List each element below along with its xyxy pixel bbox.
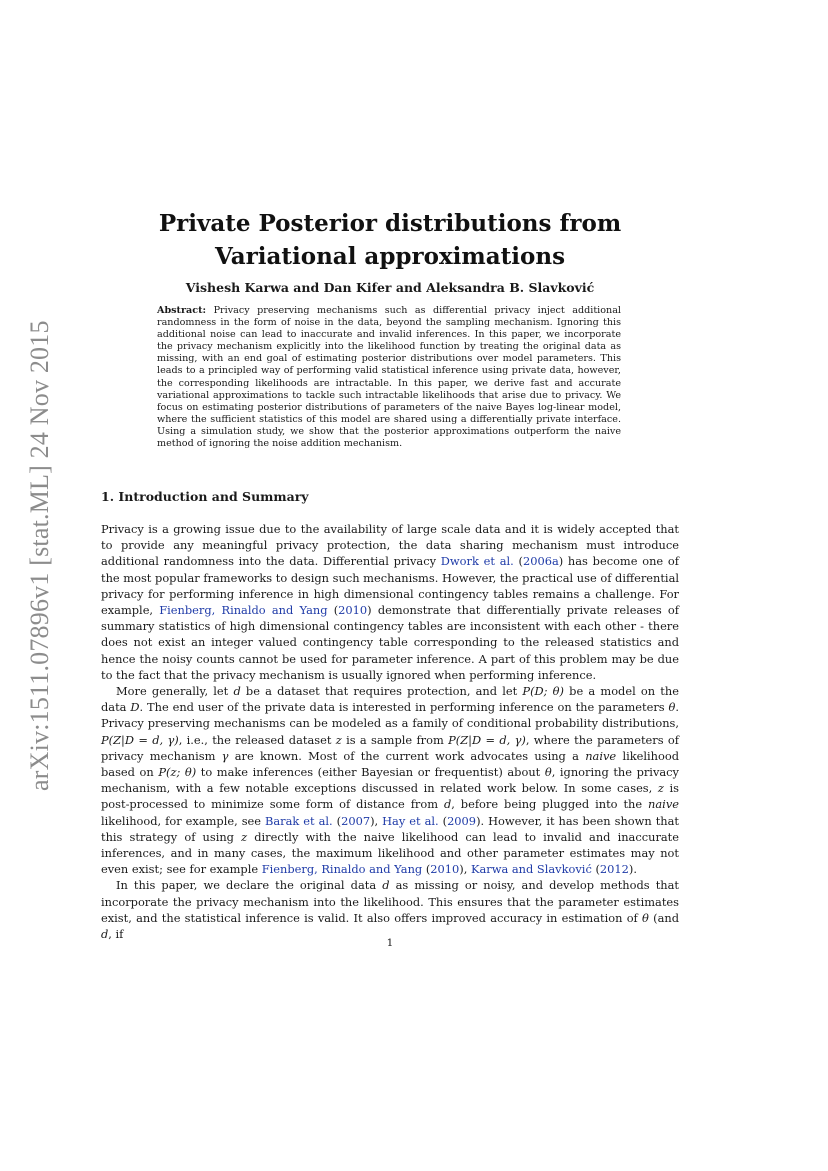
arxiv-side-label: arXiv:1511.07896v1 [stat.ML] 24 Nov 2015 xyxy=(25,320,54,792)
citation-link[interactable]: Karwa and Slavković xyxy=(470,862,592,877)
paragraph-3: In this paper, we declare the original data d as missing or noisy, and develop methods that incorporate the privacy mechanism into the likelihood. This ensures that the parameter estimates exist, and the statistical inference is valid. It also offers improved accuracy in estimation of θ (and d, if xyxy=(101,878,680,942)
citation-year-link[interactable]: 2010 xyxy=(430,862,460,877)
citation-link[interactable]: Hay et al. xyxy=(382,813,439,828)
body-text xyxy=(101,521,679,942)
page-number: 1 xyxy=(386,937,394,949)
paragraph-2: More generally, let d be a dataset that requires protection, and let P(D; θ) be a model on the data D. The end user of the private data is interested in performing inference on the parameters θ. Privacy preserving mechanisms can be modeled as a family of conditional probability distributions, P(Z|D = d, γ), i.e., the released dataset z is a sample from P(Z|D = d, γ), where the parameters of privacy mechanism γ are known. Most of the current work advocates using a naive likelihood based on P(z; θ) to make inferences (either Bayesian or frequentist) about θ, ignoring the privacy mechanism, with a few notable exceptions discussed in related work below. In some cases, z is post-processed to minimize some form of distance from d, before being plugged into the naive likelihood, for example, see Barak et al. (2007), Hay et al. (2009). However, it has been shown that this strategy of using z directly with the naive likelihood can lead to invalid and inaccurate inferences, and in many cases, the maximum likelihood and other parameter estimates may not even exist; see for example Fienberg, Rinaldo and Yang (2010), Karwa and Slavković (2012). xyxy=(101,684,679,877)
paragraph-1: Privacy is a growing issue due to the availability of large scale data and it is widely accepted that to provide any meaningful privacy protection, the data sharing mechanism must introduce additional randomness into the data. Differential privacy Dwork et al. (2006a) has become one of the most popular frameworks to design such mechanisms. However, the practical use of differential privacy for performing inference in high dimensional contingency tables remains a challenge. For example, Fienberg, Rinaldo and Yang (2010) demonstrate that differentially private releases of summary statistics of high dimensional contingency tables are inconsistent with each other - there does not exist an integer valued contingency table corresponding to the released statistics and hence the noisy counts cannot be used for parameter inference. A part of this problem may be due to the fact that the privacy mechanism is usually ignored when performing inference. xyxy=(101,522,679,682)
citation-year-link[interactable]: 2012 xyxy=(599,862,629,877)
paper-authors: Vishesh Karwa and Dan Kifer and Aleksandra B. Slavković xyxy=(185,280,595,295)
citation-link[interactable]: Fienberg, Rinaldo and Yang xyxy=(159,603,328,618)
abstract-text: Privacy preserving mechanisms such as differential privacy inject additional randomness in the form of noise in the data, beyond the sampling mechanism. Ignoring this additional noise can lead to inaccurate and invalid inferences. In this paper, we incorporate the privacy mechanism explicitly into the likelihood function by treating the original data as missing, with an end goal of estimating posterior distributions over model parameters. This leads to a principled way of performing valid statistical inference using private data, however, the corresponding likelihoods are intractable. In this paper, we derive fast and accurate variational approximations to tackle such intractable likelihoods that arise due to privacy. We focus on estimating posterior distributions of parameters of the naive Bayes log-linear model, where the sufficient statistics of this model are shared using a differentially private interface. Using a simulation study, we show that the posterior approximations outperform the naive method of ignoring the noise addition mechanism. xyxy=(157,305,621,450)
abstract xyxy=(157,305,621,450)
section-heading: 1. Introduction and Summary xyxy=(101,489,309,504)
citation-year-link[interactable]: 2009 xyxy=(447,813,477,828)
citation-link[interactable]: Barak et al. xyxy=(265,813,333,828)
citation-link[interactable]: Dwork et al. xyxy=(440,554,514,569)
citation-year-link[interactable]: 2007 xyxy=(341,813,371,828)
citation-link[interactable]: Fienberg, Rinaldo and Yang xyxy=(261,862,423,877)
paper-title: Private Posterior distributions from Variational approximations xyxy=(158,210,622,270)
abstract-label: Abstract: xyxy=(157,305,207,316)
citation-year-link[interactable]: 2006a xyxy=(522,554,559,569)
citation-year-link[interactable]: 2010 xyxy=(338,603,368,618)
